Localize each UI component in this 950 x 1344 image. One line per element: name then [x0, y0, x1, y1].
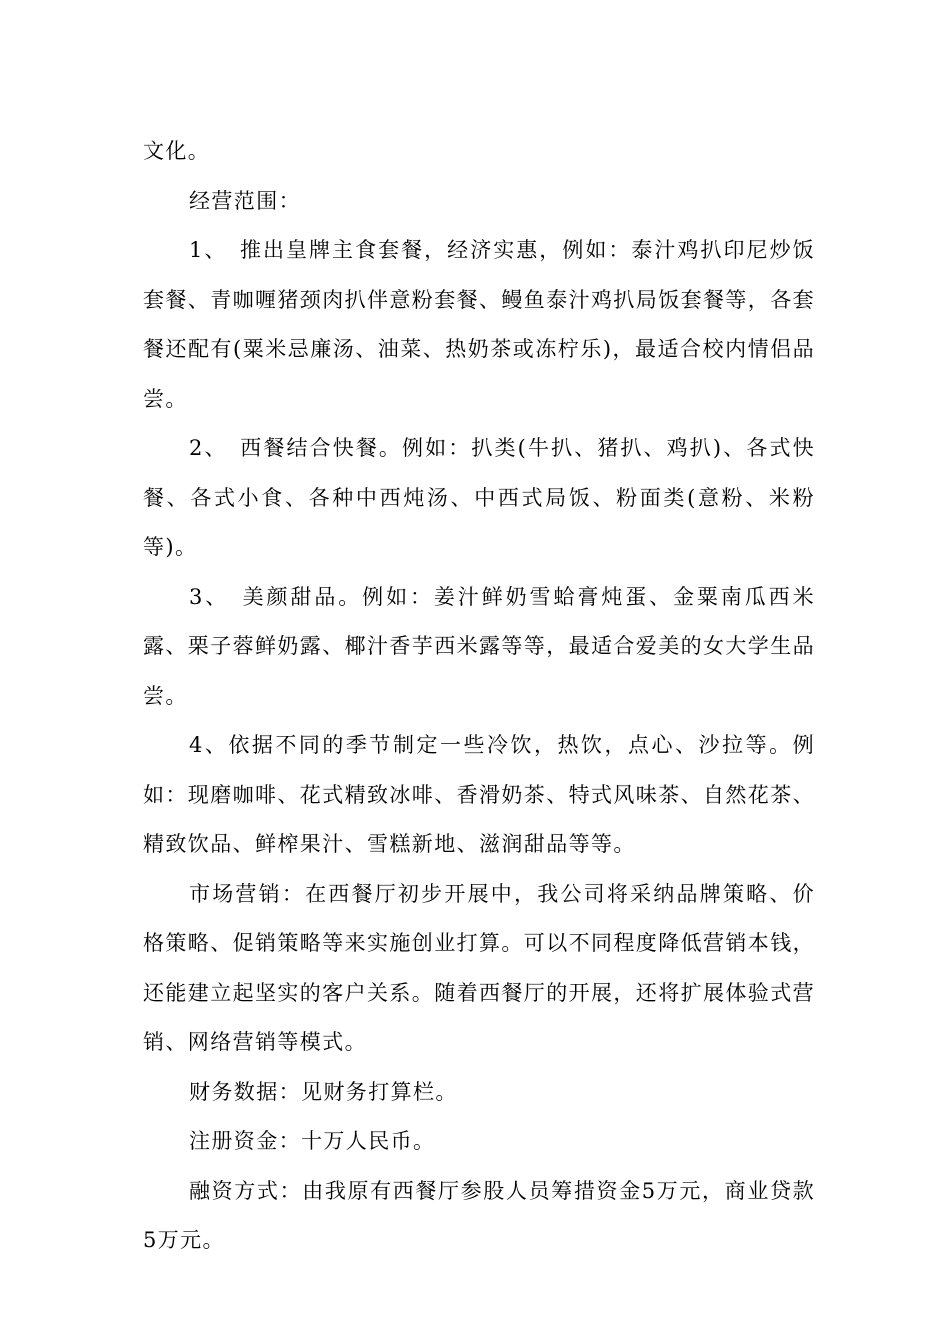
paragraph-financing: 融资方式：由我原有西餐厅参股人员筹措资金5万元，商业贷款5万元。 — [143, 1178, 815, 1252]
paragraph-marketing: 市场营销：在西餐厅初步开展中，我公司将采纳品牌策略、价格策略、促销策略等来实施创业打算。可以不同程度降低营销本钱，还能建立起坚实的客户关系。随着西餐厅的开展，还将扩展体验式营销、网络营销等模式。 — [143, 881, 815, 1054]
document-body — [143, 127, 815, 1266]
paragraph-scope-item-1: 1、 推出皇牌主食套餐，经济实惠，例如：泰汁鸡扒印尼炒饭套餐、青咖喱猪颈肉扒伴意粉套餐、鳗鱼泰汁鸡扒局饭套餐等，各套餐还配有(粟米忌廉汤、油菜、热奶茶或冻柠乐)，最适合校内情侣品尝。 — [143, 238, 815, 411]
paragraph-scope-item-4: 4、依据不同的季节制定一些冷饮，热饮，点心、沙拉等。例如：现磨咖啡、花式精致冰啡、香滑奶茶、特式风味茶、自然花茶、精致饮品、鲜榨果汁、雪糕新地、滋润甜品等等。 — [143, 733, 815, 856]
paragraph-scope-item-2: 2、 西餐结合快餐。例如：扒类(牛扒、猪扒、鸡扒)、各式快餐、各式小食、各种中西炖汤、中西式局饭、粉面类(意粉、米粉等)。 — [143, 436, 815, 559]
paragraph-scope-item-3: 3、 美颜甜品。例如：姜汁鲜奶雪蛤膏炖蛋、金粟南瓜西米露、栗子蓉鲜奶露、椰汁香芋西米露等等，最适合爱美的女大学生品尝。 — [143, 584, 815, 708]
paragraph-financial-data: 财务数据：见财务打算栏。 — [189, 1079, 458, 1104]
paragraph-continuation: 文化。 — [143, 139, 211, 163]
paragraph-business-scope-heading: 经营范围： — [189, 188, 301, 213]
paragraph-registered-capital: 注册资金：十万人民币。 — [189, 1129, 436, 1153]
